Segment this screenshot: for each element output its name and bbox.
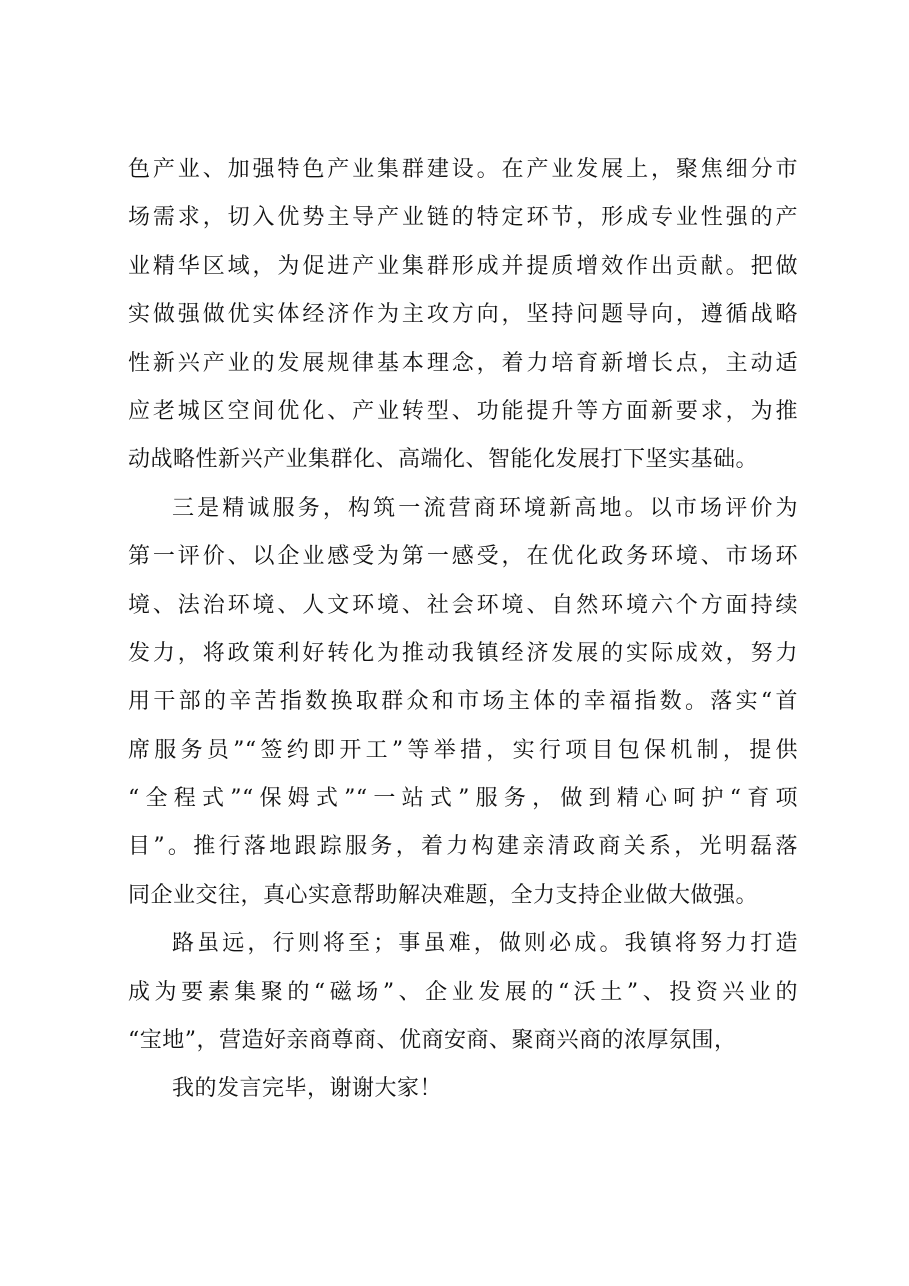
text-line: 路虽远，行则将至；事虽难，做则必成。我镇将努力打造 — [172, 931, 798, 957]
text-line: 成为要素集聚的“磁场”、企业发展的“沃土”、投资兴业的 — [128, 979, 798, 1005]
text-line: 我的发言完毕，谢谢大家！ — [172, 1076, 443, 1102]
text-line: 应老城区空间优化、产业转型、功能提升等方面新要求，为推 — [128, 398, 798, 424]
paragraph-closing — [128, 920, 798, 1065]
text-line: 色产业、加强特色产业集群建设。在产业发展上，聚焦细分市 — [128, 157, 798, 182]
text-line: 业精华区域，为促进产业集群形成并提质增效作出贡献。把做 — [128, 253, 798, 279]
text-line: 同企业交往，真心实意帮助解决难题，全力支持企业做大做强。 — [128, 882, 759, 908]
text-line: 席服务员”“签约即开工”等举措，实行项目包保机制，提供 — [128, 737, 798, 763]
text-line: 发力，将政策利好转化为推动我镇经济发展的实际成效，努力 — [128, 640, 798, 666]
text-line: “宝地”，营造好亲商尊商、优商安商、聚商兴商的浓厚氛围， — [128, 1028, 737, 1054]
paragraph-thanks — [128, 1065, 798, 1113]
text-line: 实做强做优实体经济作为主攻方向，坚持问题导向，遵循战略 — [128, 302, 798, 328]
text-line: 场需求，切入优势主导产业链的特定环节，形成专业性强的产 — [128, 205, 798, 231]
text-line: 第一评价、以企业感受为第一感受，在优化政务环境、市场环 — [128, 544, 798, 570]
text-line: 目”。推行落地跟踪服务，着力构建亲清政商关系，光明磊落 — [128, 834, 798, 860]
text-line: 三是精诚服务，构筑一流营商环境新高地。以市场评价为 — [172, 495, 798, 521]
paragraph-industry — [128, 146, 798, 485]
text-line: 用干部的辛苦指数换取群众和市场主体的幸福指数。落实“首 — [128, 689, 798, 715]
text-line: 性新兴产业的发展规律基本理念，着力培育新增长点，主动适 — [128, 350, 798, 376]
text-line: 境、法治环境、人文环境、社会环境、自然环境六个方面持续 — [128, 592, 798, 618]
paragraph-service — [128, 485, 798, 921]
text-line: “全程式”“保姆式”“一站式”服务，做到精心呵护“育项 — [128, 786, 798, 812]
text-line: 动战略性新兴产业集群化、高端化、智能化发展打下坚实基础。 — [128, 447, 759, 473]
body-text — [128, 146, 798, 1114]
